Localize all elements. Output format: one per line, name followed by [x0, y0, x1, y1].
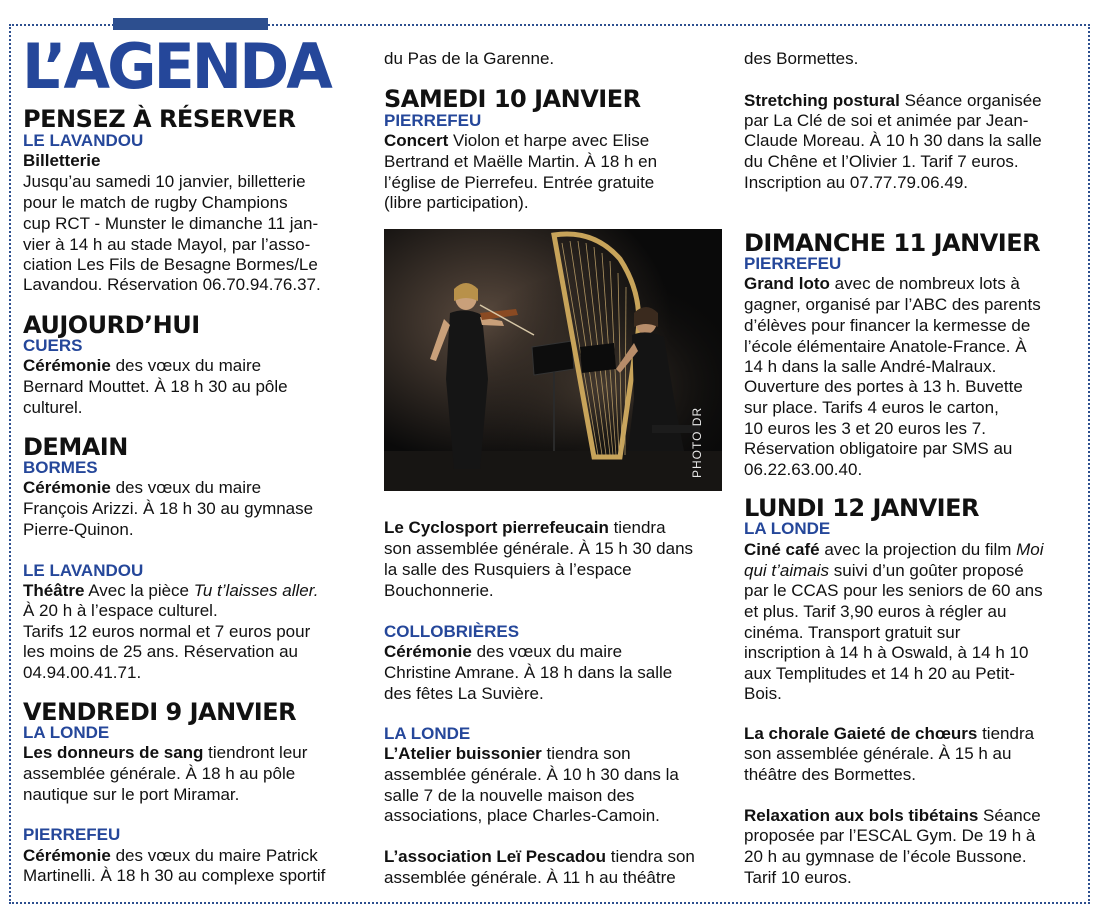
event-text-line: Claude Moreau. À 10 h 30 dans la salle — [744, 131, 1042, 150]
event-text-line: la salle des Rusquiers à l’espace — [384, 560, 632, 579]
town-collobrieres: COLLOBRIÈRES — [384, 622, 520, 641]
section-heading-dimanche: DIMANCHE 11 JANVIER — [744, 229, 1041, 257]
event-text-line: vier à 14 h au stade Mayol, par l’asso- — [23, 235, 311, 254]
event-text-line: assemblée générale. À 10 h 30 dans la — [384, 765, 679, 784]
event-text-line: du Chêne et l’Olivier 1. Tarif 7 euros. — [744, 152, 1019, 171]
event-text-line: ciation Les Fils de Besagne Bormes/Le — [23, 255, 318, 274]
event-text-line: des fêtes La Suvière. — [384, 684, 544, 703]
event-text-line: Cérémonie des vœux du maire — [384, 642, 623, 661]
event-title-billetterie: Billetterie — [23, 151, 101, 170]
event-text-line: Bouchonnerie. — [384, 581, 494, 600]
event-text-line: qui t’aimais suivi d’un goûter proposé — [744, 561, 1024, 580]
event-text-line: son assemblée générale. À 15 h 30 dans — [384, 539, 694, 558]
event-text-line: du Pas de la Garenne. — [384, 49, 555, 68]
event-text-line: Bertrand et Maëlle Martin. À 18 h en — [384, 152, 658, 171]
event-text-line: Christine Amrane. À 18 h dans la salle — [384, 663, 673, 682]
concert-photo-illustration — [384, 229, 722, 491]
town-la-londe: LA LONDE — [23, 723, 110, 742]
masthead-title: L’AGENDA — [22, 30, 330, 103]
town-la-londe: LA LONDE — [384, 724, 471, 743]
event-text-line: La chorale Gaieté de chœurs tiendra — [744, 724, 1035, 743]
event-text-line: Bernard Mouttet. À 18 h 30 au pôle — [23, 377, 288, 396]
town-la-londe: LA LONDE — [744, 519, 831, 538]
event-text-line: Cérémonie des vœux du maire Patrick — [23, 846, 318, 865]
event-text-line: Bois. — [744, 684, 782, 703]
event-text-line: les moins de 25 ans. Réservation au — [23, 642, 298, 661]
event-text-line: Le Cyclosport pierrefeucain tiendra — [384, 518, 666, 537]
event-text-line: Jusqu’au samedi 10 janvier, billetterie — [23, 172, 306, 191]
event-text-line: Ciné café avec la projection du film Moi — [744, 540, 1044, 559]
event-text-line: Théâtre Avec la pièce Tu t’laisses aller. — [23, 581, 319, 600]
event-text-line: assemblée générale. À 11 h au théâtre — [384, 868, 676, 887]
event-text-line: Stretching postural Séance organisée — [744, 91, 1042, 110]
event-text-line: 06.22.63.00.40. — [744, 460, 863, 479]
event-text-line: associations, place Charles-Camoin. — [384, 806, 660, 825]
event-text-line: par le CCAS pour les seniors de 60 ans — [744, 581, 1043, 600]
town-bormes: BORMES — [23, 458, 98, 477]
town-cuers: CUERS — [23, 336, 83, 355]
event-text-line: cup RCT - Munster le dimanche 11 jan- — [23, 214, 319, 233]
event-text-line: Concert Violon et harpe avec Elise — [384, 131, 650, 150]
event-text-line: gagner, organisé par l’ABC des parents — [744, 295, 1041, 314]
event-text-line: Les donneurs de sang tiendront leur — [23, 743, 308, 762]
event-text-line: son assemblée générale. À 15 h au — [744, 744, 1012, 763]
event-text-line: Grand loto avec de nombreux lots à — [744, 274, 1020, 293]
event-text-line: assemblée générale. À 18 h au pôle — [23, 764, 296, 783]
section-heading-vendredi: VENDREDI 9 JANVIER — [23, 698, 297, 726]
event-text-line: 10 euros les 3 et 20 euros les 7. — [744, 419, 986, 438]
event-text-line: 20 h au gymnase de l’école Bussone. — [744, 847, 1027, 866]
event-text-line: L’association Leï Pescadou tiendra son — [384, 847, 695, 866]
event-text-line: par La Clé de soi et animée par Jean- — [744, 111, 1029, 130]
town-pierrefeu: PIERREFEU — [384, 111, 482, 130]
event-text-line: théâtre des Bormettes. — [744, 765, 916, 784]
event-text-line: nautique sur le port Miramar. — [23, 785, 240, 804]
event-text-line: l’école élémentaire Anatole-France. À — [744, 337, 1027, 356]
event-text-line: Ouverture des portes à 13 h. Buvette — [744, 377, 1023, 396]
town-le-lavandou: LE LAVANDOU — [23, 561, 144, 580]
event-text-line: pour le match de rugby Champions — [23, 193, 288, 212]
section-heading-reserver: PENSEZ À RÉSERVER — [23, 105, 296, 133]
event-text-line: Pierre-Quinon. — [23, 520, 134, 539]
event-text-line: des Bormettes. — [744, 49, 859, 68]
event-text-line: Tarifs 12 euros normal et 7 euros pour — [23, 622, 311, 641]
event-text-line: Inscription au 07.77.79.06.49. — [744, 173, 968, 192]
event-text-line: Cérémonie des vœux du maire — [23, 356, 262, 375]
event-text-line: proposée par l’ESCAL Gym. De 19 h à — [744, 826, 1036, 845]
event-text-line: Réservation obligatoire par SMS au — [744, 439, 1013, 458]
concert-photo — [384, 229, 722, 491]
event-text-line: l’église de Pierrefeu. Entrée gratuite — [384, 173, 655, 192]
section-heading-aujourdhui: AUJOURD’HUI — [23, 311, 200, 339]
masthead-accent-bar — [113, 18, 268, 30]
event-text-line: sur place. Tarifs 4 euros le carton, — [744, 398, 999, 417]
section-heading-demain: DEMAIN — [23, 433, 128, 461]
event-text-line: Tarif 10 euros. — [744, 868, 852, 887]
event-text-line: et plus. Tarif 3,90 euros à régler au — [744, 602, 1007, 621]
section-heading-samedi: SAMEDI 10 JANVIER — [384, 85, 641, 113]
event-text-line: cinéma. Transport gratuit sur — [744, 623, 961, 642]
event-text-line: (libre participation). — [384, 193, 529, 212]
event-text-line: Relaxation aux bols tibétains Séance — [744, 806, 1041, 825]
event-text-line: salle 7 de la nouvelle maison des — [384, 786, 635, 805]
photo-credit: PHOTO DR — [690, 406, 704, 478]
event-text-line: Martinelli. À 18 h 30 au complexe sportif — [23, 866, 326, 885]
section-heading-lundi: LUNDI 12 JANVIER — [744, 494, 979, 522]
event-text-line: culturel. — [23, 398, 83, 417]
town-pierrefeu: PIERREFEU — [744, 254, 842, 273]
town-pierrefeu: PIERREFEU — [23, 825, 121, 844]
event-text-line: d’élèves pour financer la kermesse de — [744, 316, 1031, 335]
event-text-line: Cérémonie des vœux du maire — [23, 478, 262, 497]
town-le-lavandou: LE LAVANDOU — [23, 131, 144, 150]
event-text-line: Lavandou. Réservation 06.70.94.76.37. — [23, 275, 321, 294]
event-text-line: aux Templitudes et 14 h 20 au Petit- — [744, 664, 1015, 683]
event-text-line: À 20 h à l’espace culturel. — [23, 601, 218, 620]
event-text-line: 04.94.00.41.71. — [23, 663, 142, 682]
event-text-line: L’Atelier buissonier tiendra son — [384, 744, 631, 763]
event-text-line: François Arizzi. À 18 h 30 au gymnase — [23, 499, 314, 518]
event-text-line: 14 h dans la salle André-Malraux. — [744, 357, 997, 376]
event-text-line: inscription à 14 h à Oswald, à 14 h 10 — [744, 643, 1029, 662]
